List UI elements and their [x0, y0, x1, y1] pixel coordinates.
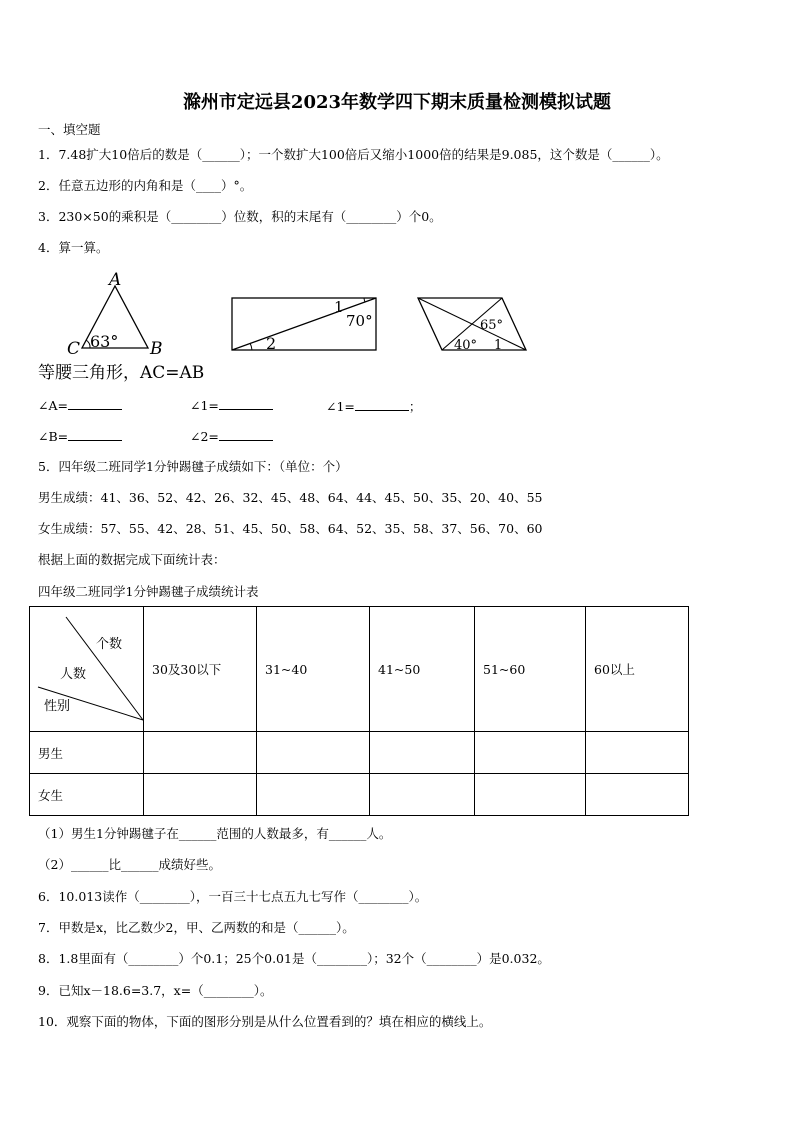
question-6: 6．10.013读作（________），一百三十七点五九七写作（________）。 [38, 889, 428, 904]
rectangle-mark-1: 1 [334, 298, 344, 316]
question-5-sub-2: （2）______比______成绩好些。 [38, 857, 221, 872]
triangle-figure [60, 270, 170, 356]
question-5-sub-1: （1）男生1分钟踢毽子在______范围的人数最多，有______人。 [38, 826, 392, 841]
parallelogram-figure [414, 292, 534, 354]
row-header: 男生 [30, 732, 144, 774]
blank-para-1-label: ∠1= [326, 399, 355, 414]
angle-40-label: 40° [454, 338, 478, 353]
blank-para-1-line[interactable] [355, 398, 409, 411]
table-cell[interactable] [257, 732, 370, 774]
blank-rect-2-label: ∠2= [190, 429, 219, 444]
section-heading: 一、填空题 [38, 122, 101, 137]
question-9: 9．已知x－18.6=3.7，x=（________）。 [38, 983, 273, 998]
parallelogram-mark-1: 1 [494, 338, 503, 353]
angle-65-label: 65° [480, 318, 504, 333]
table-corner-cell [30, 607, 144, 732]
blank-rect-2-line[interactable] [219, 428, 273, 441]
blank-rect-2 [190, 428, 273, 444]
rectangle-angle2-arc [250, 343, 252, 350]
angle-63-label: 63° [90, 332, 119, 351]
table-cell[interactable] [144, 732, 257, 774]
table-header-row [30, 607, 689, 732]
table-caption: 四年级二班同学1分钟踢毽子成绩统计表 [38, 584, 259, 599]
question-8: 8．1.8里面有（________）个0.1；25个0.01是（________）；32个（________）是0.032。 [38, 951, 550, 966]
question-4: 4．算一算。 [38, 240, 109, 255]
question-3: 3．230×50的乘积是（________）位数，积的末尾有（________）个0。 [38, 209, 442, 224]
corner-label-gender: 性别 [44, 699, 71, 714]
blank-angle-b-line[interactable] [68, 428, 122, 441]
table-cell[interactable] [586, 732, 689, 774]
question-1: 1．7.48扩大10倍后的数是（______）；一个数扩大100倍后又缩小1000倍的结果是9.085，这个数是（______）。 [38, 147, 669, 162]
blank-angle-a-label: ∠A= [38, 398, 68, 413]
blank-angle-b [38, 428, 122, 444]
row-header: 女生 [30, 774, 144, 816]
corner-label-people: 人数 [60, 667, 87, 682]
page-title: 滁州市定远县2023年数学四下期末质量检测模拟试题 [182, 92, 612, 113]
table-cell[interactable] [370, 732, 475, 774]
girls-scores: 女生成绩：57、55、42、28、51、45、50、58、64、52、35、58、37、56、70、60 [38, 521, 543, 536]
column-header: 51~60 [475, 607, 586, 732]
boys-scores: 男生成绩：41、36、52、42、26、32、45、48、64、44、45、50、35、20、40、55 [38, 490, 543, 505]
rectangle-figure [228, 292, 380, 354]
table-cell[interactable] [586, 774, 689, 816]
table-row [30, 774, 689, 816]
table-row [30, 732, 689, 774]
question-2: 2．任意五边形的内角和是（____）°。 [38, 178, 253, 193]
blank-rect-1-label: ∠1= [190, 398, 219, 413]
question-10: 10．观察下面的物体，下面的图形分别是从什么位置看到的？填在相应的横线上。 [38, 1014, 492, 1029]
column-header: 60以上 [586, 607, 689, 732]
blank-angle-a [38, 397, 122, 413]
question-7: 7．甲数是x，比乙数少2，甲、乙两数的和是（______）。 [38, 920, 355, 935]
blank-angle-a-line[interactable] [68, 397, 122, 410]
table-cell[interactable] [144, 774, 257, 816]
table-cell[interactable] [370, 774, 475, 816]
blank-rect-1 [190, 397, 273, 413]
statistics-table [29, 606, 689, 816]
table-instruction: 根据上面的数据完成下面统计表： [38, 552, 226, 567]
table-cell[interactable] [475, 732, 586, 774]
blank-rect-1-line[interactable] [219, 397, 273, 410]
vertex-c-label: C [67, 339, 81, 356]
column-header: 30及30以下 [144, 607, 257, 732]
blank-angle-b-label: ∠B= [38, 429, 69, 444]
blank-para-1 [326, 397, 421, 415]
column-header: 41~50 [370, 607, 475, 732]
vertex-b-label: B [150, 339, 163, 356]
rectangle-mark-2: 2 [266, 334, 277, 353]
vertex-a-label: A [109, 270, 122, 290]
triangle-caption: 等腰三角形，AC=AB [38, 363, 205, 383]
column-header: 31~40 [257, 607, 370, 732]
table-cell[interactable] [475, 774, 586, 816]
blank-para-1-end: ； [408, 399, 422, 414]
table-cell[interactable] [257, 774, 370, 816]
corner-label-count: 个数 [96, 637, 123, 652]
question-5: 5．四年级二班同学1分钟踢毽子成绩如下：（单位：个） [38, 459, 348, 474]
angle-70-label: 70° [346, 312, 373, 330]
